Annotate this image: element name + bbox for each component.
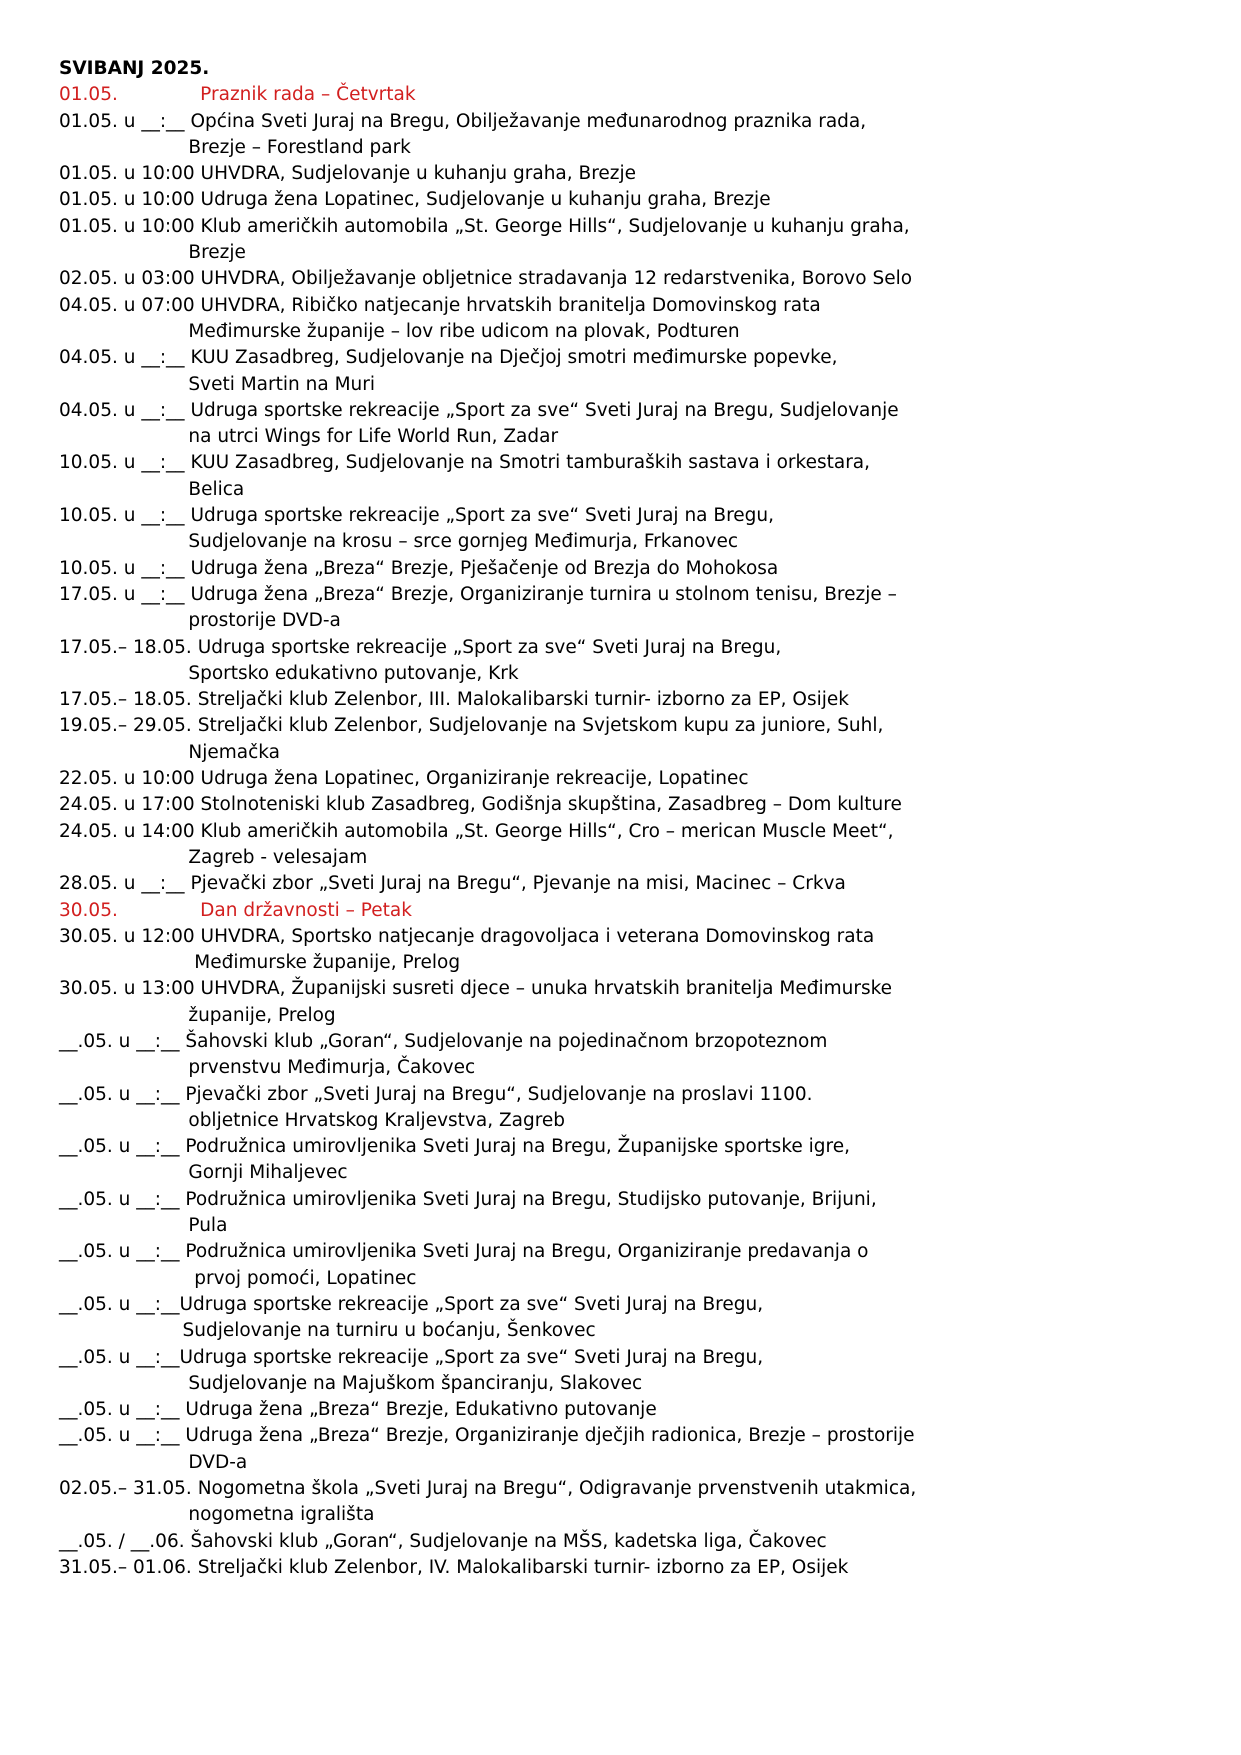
event-line: __.05. u __:__ Podružnica umirovljenika Sveti Juraj na Bregu, Organiziranje predavanja o	[59, 1241, 869, 1263]
event-line: 24.05. u 17:00 Stolnoteniski klub Zasadbreg, Godišnja skupština, Zasadbreg – Dom kulture	[59, 794, 902, 816]
event-line: na utrci Wings for Life World Run, Zadar	[59, 426, 559, 448]
event-line: 04.05. u __:__ Udruga sportske rekreacije „Sport za sve“ Sveti Juraj na Bregu, Sudjelovanje	[59, 399, 899, 421]
event-line: nogometna igrališta	[59, 1504, 375, 1526]
holiday-line: 30.05. Dan državnosti – Petak	[59, 899, 412, 921]
event-line: obljetnice Hrvatskog Kraljevstva, Zagreb	[59, 1109, 566, 1131]
event-line: 31.05.– 01.06. Streljački klub Zelenbor, IV. Malokalibarski turnir- izborno za EP, Osijek	[59, 1556, 849, 1578]
event-line: 17.05.– 18.05. Streljački klub Zelenbor, III. Malokalibarski turnir- izborno za EP, Osijek	[59, 689, 850, 711]
event-line: prvoj pomoći, Lopatinec	[59, 1267, 417, 1289]
event-line: 19.05.– 29.05. Streljački klub Zelenbor, Sudjelovanje na Svjetskom kupu za juniore, Suhl,	[59, 715, 884, 737]
event-line: prvenstvu Međimurja, Čakovec	[59, 1057, 476, 1079]
event-line: Sportsko edukativno putovanje, Krk	[59, 662, 519, 684]
event-line: Sudjelovanje na krosu – srce gornjeg Međimurja, Frkanovec	[59, 531, 738, 553]
event-line: __.05. u __:__ Podružnica umirovljenika Sveti Juraj na Bregu, Studijsko putovanje, Brijuni,	[59, 1188, 877, 1210]
event-line: __.05. / __.06. Šahovski klub „Goran“, Sudjelovanje na MŠS, kadetska liga, Čakovec	[59, 1530, 827, 1552]
event-line: prostorije DVD-a	[59, 610, 341, 632]
event-line: 04.05. u 07:00 UHVDRA, Ribičko natjecanje hrvatskih branitelja Domovinskog rata	[59, 294, 821, 316]
event-line: 04.05. u __:__ KUU Zasadbreg, Sudjelovanje na Dječjoj smotri međimurske popevke,	[59, 347, 838, 369]
event-line: __.05. u __:__Udruga sportske rekreacije „Sport za sve“ Sveti Juraj na Bregu,	[59, 1346, 764, 1368]
event-line: 02.05.– 31.05. Nogometna škola „Sveti Juraj na Bregu“, Odigravanje prvenstvenih utakmica,	[59, 1478, 917, 1500]
event-line: Zagreb - velesajam	[59, 846, 368, 868]
event-line: 30.05. u 13:00 UHVDRA, Županijski susreti djece – unuka hrvatskih branitelja Međimurske	[59, 978, 893, 1000]
event-calendar-document	[59, 56, 1179, 1581]
event-line: 01.05. u __:__ Općina Sveti Juraj na Bregu, Obilježavanje međunarodnog praznika rada,	[59, 110, 867, 132]
event-line: 10.05. u __:__ Udruga žena „Breza“ Brezje, Pješačenje od Brezja do Mohokosa	[59, 557, 779, 579]
event-line: Brezje	[59, 242, 246, 264]
event-line: Belica	[59, 478, 245, 500]
event-line: Brezje – Forestland park	[59, 136, 411, 158]
event-line: Pula	[59, 1215, 228, 1237]
event-line: Sudjelovanje na Majuškom španciranju, Slakovec	[59, 1372, 643, 1394]
event-line: 01.05. u 10:00 UHVDRA, Sudjelovanje u kuhanju graha, Brezje	[59, 163, 637, 185]
event-line: 24.05. u 14:00 Klub američkih automobila „St. George Hills“, Cro – merican Muscle Meet“,	[59, 820, 894, 842]
event-line: 01.05. u 10:00 Klub američkih automobila „St. George Hills“, Sudjelovanje u kuhanju graha,	[59, 215, 910, 237]
event-line: DVD-a	[59, 1451, 248, 1473]
event-line: 10.05. u __:__ Udruga sportske rekreacije „Sport za sve“ Sveti Juraj na Bregu,	[59, 505, 775, 527]
event-line: __.05. u __:__Udruga sportske rekreacije „Sport za sve“ Sveti Juraj na Bregu,	[59, 1293, 764, 1315]
event-line: 22.05. u 10:00 Udruga žena Lopatinec, Organiziranje rekreacije, Lopatinec	[59, 768, 749, 790]
event-line: Sveti Martin na Muri	[59, 373, 375, 395]
holiday-line: 01.05. Praznik rada – Četvrtak	[59, 84, 416, 106]
event-line: Njemačka	[59, 741, 280, 763]
event-line: __.05. u __:__ Udruga žena „Breza“ Brezje, Organiziranje dječjih radionica, Brezje – prostorije	[59, 1425, 915, 1447]
page-title: SVIBANJ 2025.	[59, 58, 210, 79]
event-line: 17.05. u __:__ Udruga žena „Breza“ Brezje, Organiziranje turnira u stolnom tenisu, Brezje –	[59, 583, 897, 605]
event-line: Sudjelovanje na turniru u boćanju, Šenkovec	[59, 1320, 596, 1342]
event-line: 28.05. u __:__ Pjevački zbor „Sveti Juraj na Bregu“, Pjevanje na misi, Macinec – Crkva	[59, 873, 846, 895]
event-list	[59, 82, 1179, 1581]
event-line: županije, Prelog	[59, 1004, 336, 1026]
event-line: Gornji Mihaljevec	[59, 1162, 348, 1184]
event-line: __.05. u __:__ Udruga žena „Breza“ Brezje, Edukativno putovanje	[59, 1399, 657, 1421]
event-line: Međimurske županije, Prelog	[59, 952, 461, 974]
event-line: __.05. u __:__ Podružnica umirovljenika Sveti Juraj na Bregu, Županijske sportske igre,	[59, 1136, 850, 1158]
event-line: __.05. u __:__ Šahovski klub „Goran“, Sudjelovanje na pojedinačnom brzopoteznom	[59, 1030, 828, 1052]
event-line: 17.05.– 18.05. Udruga sportske rekreacije „Sport za sve“ Sveti Juraj na Bregu,	[59, 636, 782, 658]
event-line: __.05. u __:__ Pjevački zbor „Sveti Juraj na Bregu“, Sudjelovanje na proslavi 1100.	[59, 1083, 813, 1105]
event-line: 10.05. u __:__ KUU Zasadbreg, Sudjelovanje na Smotri tamburaških sastava i orkestara,	[59, 452, 871, 474]
event-line: Međimurske županije – lov ribe udicom na plovak, Podturen	[59, 320, 740, 342]
event-line: 01.05. u 10:00 Udruga žena Lopatinec, Sudjelovanje u kuhanju graha, Brezje	[59, 189, 771, 211]
event-line: 30.05. u 12:00 UHVDRA, Sportsko natjecanje dragovoljaca i veterana Domovinskog rata	[59, 925, 875, 947]
event-line: 02.05. u 03:00 UHVDRA, Obilježavanje obljetnice stradavanja 12 redarstvenika, Borovo Selo	[59, 268, 913, 290]
